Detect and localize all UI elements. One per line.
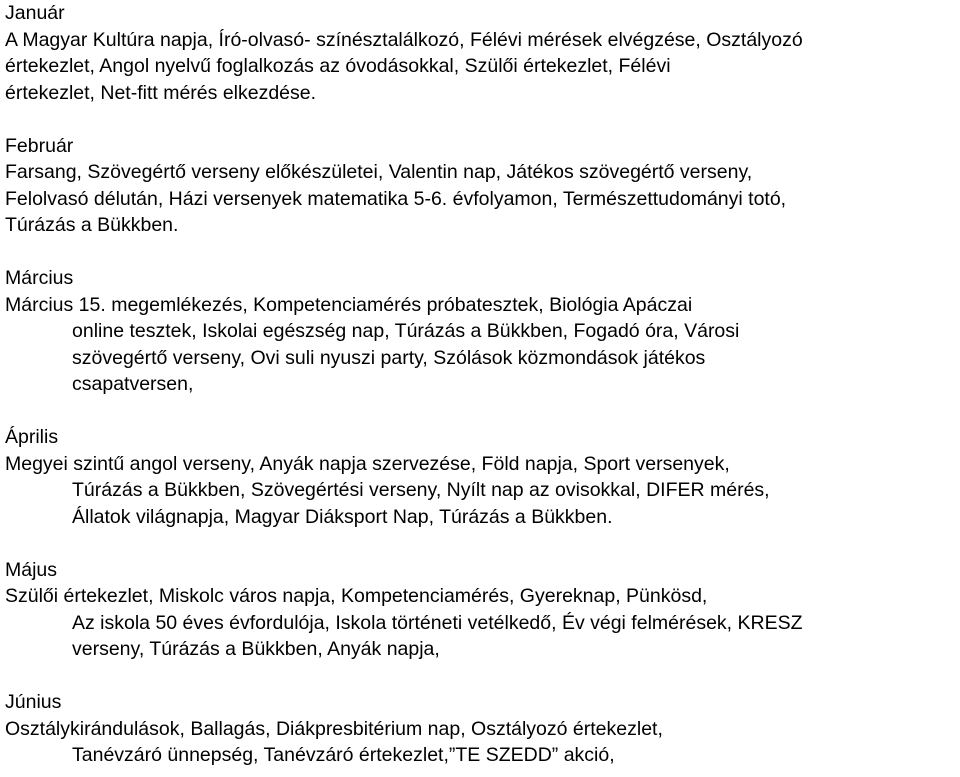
month-title-februar: Február [5,134,74,157]
spacer [5,106,955,133]
month-title-junius: Június [5,691,62,713]
month-section-januar [5,0,955,106]
event-line: Túrázás a Bükkben. [5,214,179,236]
spacer [5,239,955,266]
month-title-januar: Január [5,2,65,24]
event-line: A Magyar Kultúra napja, Író-olvasó- színésztalálkozó, Félévi mérések elvégzése, Osztályozó [5,28,803,51]
spacer [5,530,955,557]
event-line: szövegértő verseny, Ovi suli nyuszi party, Szólások közmondások játékos [72,346,706,369]
event-line: Felolvasó délután, Házi versenyek matematika 5-6. évfolyamon, Természettudományi totó, [5,187,787,210]
event-line: Szülői értekezlet, Miskolc város napja, Kompetenciamérés, Gyereknap, Pünkösd, [5,585,708,607]
event-line: értekezlet, Net-fitt mérés elkezdése. [5,81,317,104]
event-line: Megyei szintű angol verseny, Anyák napja szervezése, Föld napja, Sport versenyek, [5,452,730,475]
event-line: verseny, Túrázás a Bükkben, Anyák napja, [72,638,440,660]
event-line: értekezlet, Angol nyelvű foglalkozás az óvodásokkal, Szülői értekezlet, Félévi [5,55,671,77]
event-line: online tesztek, Iskolai egészség nap, Túrázás a Bükkben, Fogadó óra, Városi [72,320,740,342]
month-title-majus: Május [5,558,58,581]
spacer [5,398,955,425]
event-line: csapatversen, [72,373,194,395]
month-title-marcius: Március [5,267,74,289]
event-line: Március 15. megemlékezés, Kompetenciamérés próbatesztek, Biológia Apáczai [5,293,693,316]
document-page [5,0,955,769]
month-section-februar [5,133,955,239]
spacer [5,663,955,690]
event-line: Az iskola 50 éves évfordulója, Iskola történeti vetélkedő, Év végi felmérések, KRESZ [72,611,803,634]
month-section-majus [5,557,955,663]
event-line: Túrázás a Bükkben, Szövegértési verseny, Nyílt nap az ovisokkal, DIFER mérés, [72,479,770,501]
event-line: Tanévzáró ünnepség, Tanévzáró értekezlet,”TE SZEDD” akció, [72,744,615,766]
month-section-marcius [5,265,955,398]
event-line: Állatok világnapja, Magyar Diáksport Nap, Túrázás a Bükkben. [72,505,613,528]
event-line: Osztálykirándulások, Ballagás, Diákpresbitérium nap, Osztályozó értekezlet, [5,717,663,740]
month-section-aprilis [5,424,955,530]
month-title-aprilis: Április [5,426,59,448]
event-line: Farsang, Szövegértő verseny előkészületei, Valentin nap, Játékos szövegértő verseny, [5,161,753,183]
month-section-junius [5,689,955,769]
